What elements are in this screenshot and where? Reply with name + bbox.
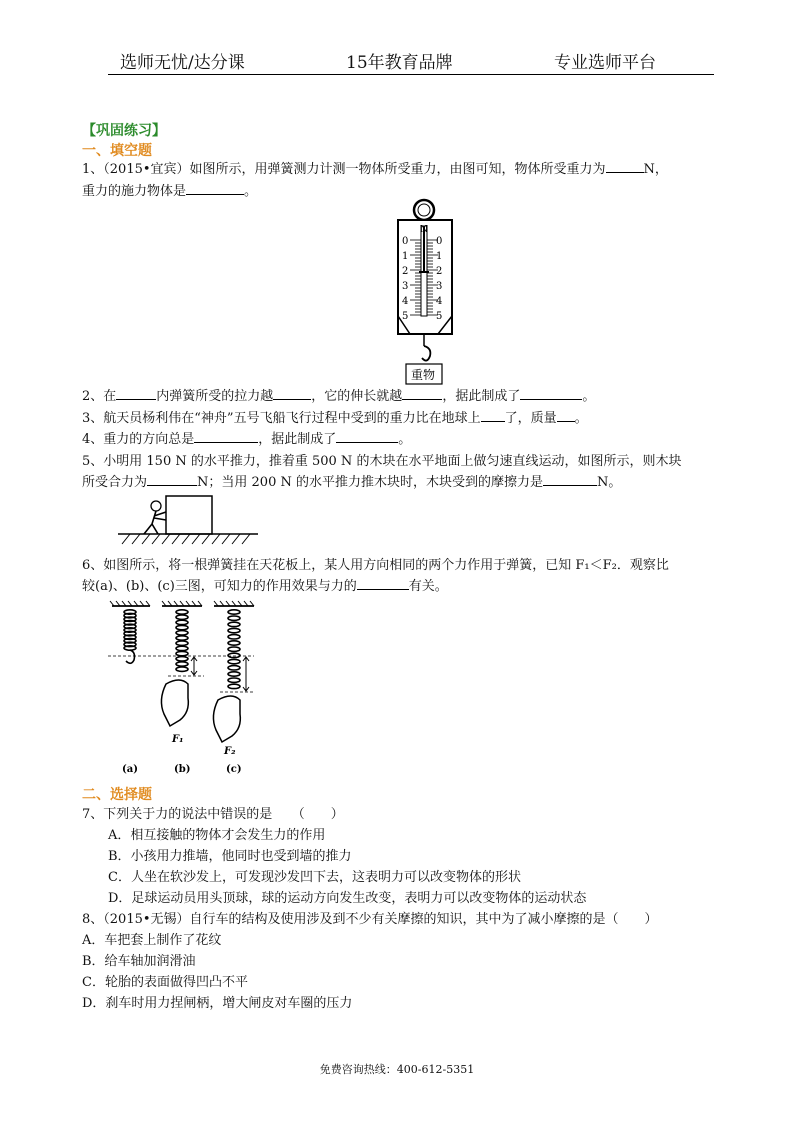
q2-blank3[interactable]: [402, 387, 442, 400]
label-b: (b): [174, 764, 191, 775]
q8-option-c[interactable]: C．轮胎的表面做得凹凸不平: [82, 975, 248, 990]
springs-figure: [108, 600, 268, 778]
footer-hotline: 免费咨询热线：400-612-5351: [319, 1063, 475, 1076]
scale-tick-label-left: 3: [402, 281, 409, 292]
section-fill: 一、填空题: [82, 143, 152, 159]
scale-tick-label-right: 3: [436, 281, 443, 292]
scale-tick-label-right: 0: [436, 236, 443, 247]
scale-tick-label-left: 0: [402, 236, 409, 247]
q5-blank2[interactable]: [543, 473, 597, 486]
q8-option-b[interactable]: B．给车轴加润滑油: [82, 954, 196, 969]
weight-label: 重物: [411, 368, 436, 382]
section-practice: 【巩固练习】: [82, 123, 166, 139]
q8-stem: 8、（2015•无锡）自行车的结构及使用涉及到不少有关摩擦的知识，其中为了减小摩擦的是（ ）: [82, 912, 658, 927]
q5-blank1[interactable]: [147, 473, 197, 486]
q2-blank1[interactable]: [116, 387, 156, 400]
label-a: (a): [122, 764, 138, 775]
f2-label: F₂: [224, 746, 236, 757]
scale-unit-label: N: [420, 225, 428, 235]
q3-blank1[interactable]: [481, 409, 505, 422]
q6-line2: 较(a)、(b)、(c)三图，可知力的作用效果与力的 有关。: [82, 579, 448, 594]
scale-tick-label-left: 1: [402, 251, 409, 262]
q4-blank2[interactable]: [336, 430, 398, 443]
scale-tick-label-right: 4: [436, 296, 443, 307]
scale-tick-label-right: 5: [436, 311, 443, 322]
scale-tick-label-left: 5: [402, 311, 409, 322]
header-rule: [108, 74, 714, 75]
q3-blank2[interactable]: [557, 409, 575, 422]
q6-blank1[interactable]: [357, 577, 409, 590]
q7-stem: 7、下列关于力的说法中错误的是 （ ）: [82, 807, 344, 822]
q6-line1: 6、如图所示，将一根弹簧挂在天花板上，某人用方向相同的两个力作用于弹簧，已知 F₁＜F₂．观察比: [82, 558, 669, 573]
header-center: 15年教育品牌: [346, 53, 453, 73]
q4-line: 4、重力的方向总是 ，据此制成了 。: [82, 432, 412, 447]
q7-option-c[interactable]: C．人坐在软沙发上，可发现沙发凹下去，这表明力可以改变物体的形状: [108, 870, 521, 885]
q1-blank1[interactable]: [606, 160, 644, 173]
q3-line: 3、航天员杨利伟在“神舟”五号飞船飞行过程中受到的重力比在地球上 了，质量 。: [82, 411, 588, 426]
q5-line2: 所受合力为 N；当用 200 N 的水平推力推木块时，木块受到的摩擦力是 N。: [82, 475, 622, 490]
q1-blank2[interactable]: [186, 182, 244, 195]
scale-tick-label-left: 4: [402, 296, 409, 307]
q7-option-a[interactable]: A．相互接触的物体才会发生力的作用: [108, 828, 326, 843]
scale-tick-label-right: 2: [436, 266, 443, 277]
q2-blank2[interactable]: [273, 387, 311, 400]
q1-line2: 重力的施力物体是 。: [82, 184, 258, 199]
q8-option-a[interactable]: A．车把套上制作了花纹: [82, 933, 222, 948]
q2-blank4[interactable]: [520, 387, 582, 400]
q2-line: 2、在 内弹簧所受的拉力越 ，它的伸长就越 ，据此制成了 。: [82, 389, 596, 404]
q4-blank1[interactable]: [194, 430, 258, 443]
header-right: 专业选师平台: [554, 53, 656, 73]
f1-label: F₁: [172, 734, 184, 745]
header-left: 选师无忧/达分课: [120, 53, 245, 73]
q7-option-d[interactable]: D．足球运动员用头顶球，球的运动方向发生改变，表明力可以改变物体的运动状态: [108, 891, 587, 906]
scale-tick-label-left: 2: [402, 266, 409, 277]
push-block-figure: [118, 494, 258, 548]
q1-line1: 1、（2015•宜宾）如图所示，用弹簧测力计测一物体所受重力，由图可知，物体所受重力为 N，: [82, 162, 668, 177]
scale-tick-label-right: 1: [436, 251, 443, 262]
section-choice: 二、选择题: [82, 787, 152, 803]
q7-option-b[interactable]: B．小孩用力推墙，他同时也受到墙的推力: [108, 849, 352, 864]
q8-option-d[interactable]: D．刹车时用力捏闸柄，增大闸皮对车圈的压力: [82, 996, 353, 1011]
label-c: (c): [226, 764, 242, 775]
q5-line1: 5、小明用 150 N 的水平推力，推着重 500 N 的木块在水平地面上做匀速直线运动，如图所示，则木块: [82, 454, 682, 469]
spring-scale-figure: [380, 196, 470, 386]
page-header: [0, 48, 794, 74]
